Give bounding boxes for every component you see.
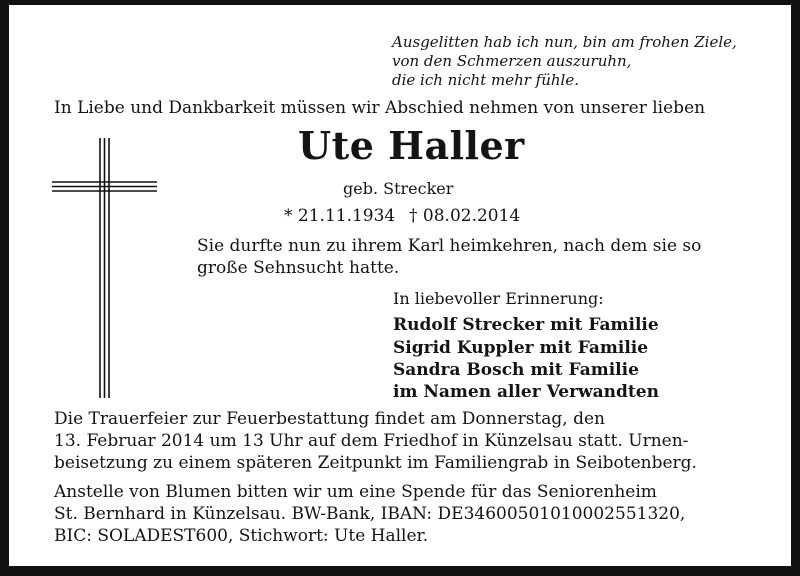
intro-text: In Liebe und Dankbarkeit müssen wir Abschied nehmen von unserer lieben (54, 98, 706, 118)
donation-line-1: Anstelle von Blumen bitten wir um eine Spende für das Seniorenheim (54, 482, 657, 502)
poem-line-3: die ich nicht mehr fühle. (392, 71, 580, 89)
mourner-2: Sigrid Kuppler mit Familie (393, 338, 649, 358)
birth-date: * 21.11.1934 (284, 206, 396, 226)
funeral-line-1: Die Trauerfeier zur Feuerbestattung findet am Donnerstag, den (54, 409, 605, 429)
message-line-1: Sie durfte nun zu ihrem Karl heimkehren, nach dem sie so (197, 236, 702, 256)
funeral-line-3: beisetzung zu einem späteren Zeitpunkt im Familiengrab in Seibotenberg. (54, 453, 697, 473)
deceased-name: Ute Haller (298, 123, 525, 168)
funeral-line-2: 13. Februar 2014 um 13 Uhr auf dem Friedhof in Künzelsau statt. Urnen- (54, 431, 689, 451)
message-line-2: große Sehnsucht hatte. (197, 258, 400, 278)
mourner-3: Sandra Bosch mit Familie (393, 360, 639, 380)
poem-line-1: Ausgelitten hab ich nun, bin am frohen Ziele, (392, 33, 737, 51)
mourner-4: im Namen aller Verwandten (393, 382, 659, 402)
cross-icon (52, 138, 162, 398)
death-date: † 08.02.2014 (409, 206, 521, 226)
remembrance-label: In liebevoller Erinnerung: (393, 289, 604, 308)
donation-line-2: St. Bernhard in Künzelsau. BW-Bank, IBAN: DE34600501010002551320, (54, 504, 686, 524)
donation-line-3: BIC: SOLADEST600, Stichwort: Ute Haller. (54, 526, 429, 546)
mourner-1: Rudolf Strecker mit Familie (393, 315, 659, 335)
maiden-name: geb. Strecker (343, 179, 454, 198)
poem-line-2: von den Schmerzen auszuruhn, (392, 52, 632, 70)
